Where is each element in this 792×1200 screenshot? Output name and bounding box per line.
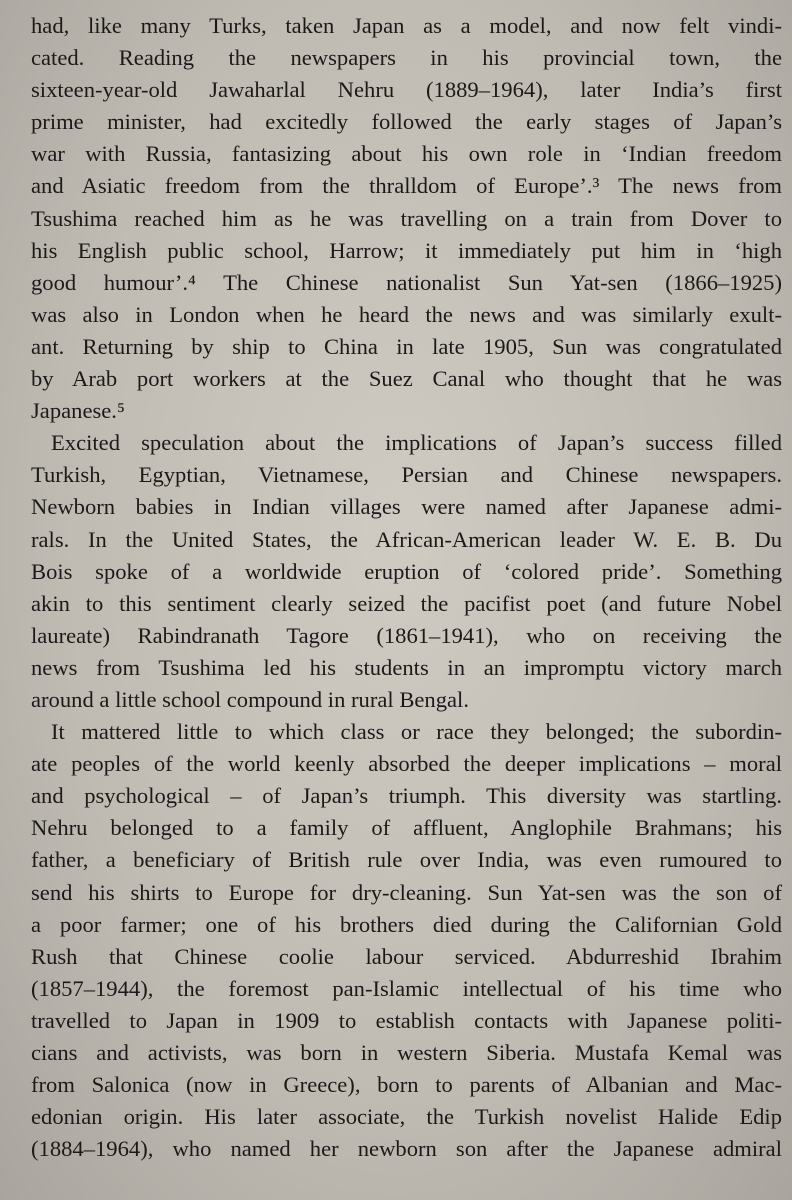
text-line: prime minister, had excitedly followed the early stages of Japan’s bbox=[31, 109, 782, 135]
text-line: his English public school, Harrow; it immediately put him in ‘high bbox=[31, 237, 782, 263]
text-line: Tsushima reached him as he was travelling on a train from Dover to bbox=[31, 205, 782, 231]
text-line: Nehru belonged to a family of affluent, Anglophile Brahmans; his bbox=[31, 815, 782, 841]
text-line: by Arab port workers at the Suez Canal who thought that he was bbox=[31, 366, 782, 392]
text-line: send his shirts to Europe for dry-cleaning. Sun Yat-sen was the son of bbox=[31, 879, 782, 905]
text-line: Japanese.⁵ bbox=[31, 398, 125, 424]
text-line: edonian origin. His later associate, the Turkish novelist Halide Edip bbox=[31, 1104, 782, 1130]
text-line: war with Russia, fantasizing about his own role in ‘Indian freedom bbox=[31, 141, 782, 167]
text-line: and psychological – of Japan’s triumph. This diversity was startling. bbox=[31, 783, 782, 809]
text-line: news from Tsushima led his students in an impromptu victory march bbox=[31, 654, 782, 680]
text-line: a poor farmer; one of his brothers died during the Californian Gold bbox=[31, 911, 782, 937]
text-line: travelled to Japan in 1909 to establish contacts with Japanese politi- bbox=[31, 1007, 782, 1033]
paragraph-1 bbox=[31, 10, 782, 427]
text-line: sixteen-year-old Jawaharlal Nehru (1889–1964), later India’s first bbox=[31, 77, 782, 103]
text-line: was also in London when he heard the news and was similarly exult- bbox=[31, 301, 782, 327]
text-line: It mattered little to which class or race they belonged; the subordin- bbox=[51, 719, 782, 745]
text-line: Turkish, Egyptian, Vietnamese, Persian and Chinese newspapers. bbox=[31, 462, 782, 488]
text-line: cians and activists, was born in western Siberia. Mustafa Kemal was bbox=[31, 1040, 782, 1065]
text-line: (1857–1944), the foremost pan-Islamic intellectual of his time who bbox=[31, 975, 782, 1001]
text-line: laureate) Rabindranath Tagore (1861–1941), who on receiving the bbox=[31, 622, 782, 648]
text-line: (1884–1964), who named her newborn son after the Japanese admiral bbox=[31, 1136, 782, 1162]
text-line: Rush that Chinese coolie labour serviced. Abdurreshid Ibrahim bbox=[31, 943, 782, 969]
text-line: Newborn babies in Indian villages were named after Japanese admi- bbox=[31, 494, 782, 520]
text-line: father, a beneficiary of British rule over India, was even rumoured to bbox=[31, 847, 782, 873]
text-line: Excited speculation about the implications of Japan’s success filled bbox=[51, 430, 782, 456]
text-line: ate peoples of the world keenly absorbed the deeper implications – moral bbox=[31, 751, 782, 777]
text-line: and Asiatic freedom from the thralldom of Europe’.³ The news from bbox=[31, 173, 782, 199]
text-line: ant. Returning by ship to China in late 1905, Sun was congratulated bbox=[31, 333, 782, 359]
text-line: around a little school compound in rural Bengal. bbox=[31, 686, 469, 712]
text-line: akin to this sentiment clearly seized the pacifist poet (and future Nobel bbox=[31, 590, 782, 616]
text-line: cated. Reading the newspapers in his provincial town, the bbox=[31, 45, 782, 71]
text-line: had, like many Turks, taken Japan as a model, and now felt vindi- bbox=[31, 13, 782, 38]
text-line: Bois spoke of a worldwide eruption of ‘colored pride’. Something bbox=[31, 558, 782, 584]
paragraph-3 bbox=[31, 716, 782, 1165]
text-line: rals. In the United States, the African-American leader W. E. B. Du bbox=[31, 526, 782, 552]
text-line: good humour’.⁴ The Chinese nationalist Sun Yat-sen (1866–1925) bbox=[31, 269, 782, 295]
paragraph-2 bbox=[31, 427, 782, 716]
text-line: from Salonica (now in Greece), born to parents of Albanian and Mac- bbox=[31, 1072, 782, 1098]
